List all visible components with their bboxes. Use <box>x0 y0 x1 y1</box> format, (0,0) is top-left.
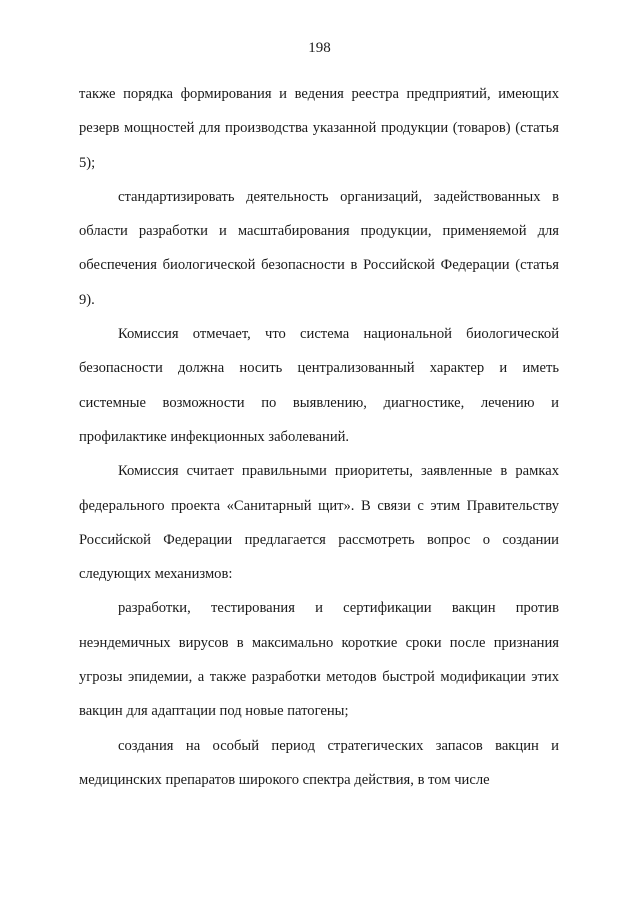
paragraph-6: создания на особый период стратегических запасов вакцин и медицинских препаратов широкого спектра действия, в том числе <box>79 737 559 788</box>
paragraph-4: Комиссия считает правильными приоритеты, заявленные в рамках федерального проекта «Санитарный щит». В связи с этим Правительству Российской Федерации предлагается рассмотреть вопрос о создании следующих механизмов: <box>79 463 559 583</box>
page-number: 198 <box>308 40 331 56</box>
paragraph-5: разработки, тестирования и сертификации вакцин против неэндемичных вирусов в максимально короткие сроки после признания угрозы эпидемии, а также разработки методов быстрой модификации этих вакцин для адаптации под новые патогены; <box>79 600 559 720</box>
paragraph-1: также порядка формирования и ведения реестра предприятий, имеющих резерв мощностей для производства указанной продукции (товаров) (статья 5); <box>79 86 559 171</box>
document-body <box>79 77 559 797</box>
paragraph-3: Комиссия отмечает, что система национальной биологической безопасности должна носить централизованный характер и иметь системные возможности по выявлению, диагностике, лечению и профилактике инфекционных заболеваний. <box>79 326 559 445</box>
paragraph-2: стандартизировать деятельность организаций, задействованных в области разработки и масштабирования продукции, применяемой для обеспечения биологической безопасности в Российской Федерации (статья 9). <box>79 188 559 308</box>
